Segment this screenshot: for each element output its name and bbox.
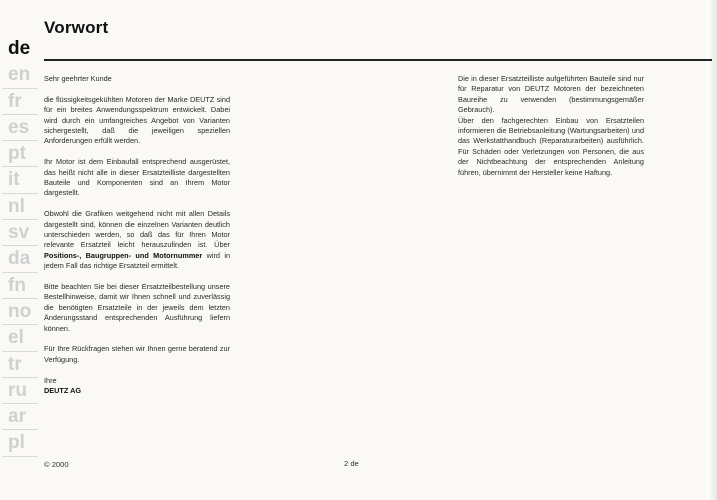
language-tab-en[interactable]: en xyxy=(2,62,38,88)
language-tab-fn[interactable]: fn xyxy=(2,273,38,299)
language-tab-pt[interactable]: pt xyxy=(2,141,38,167)
language-tab-pl[interactable]: pl xyxy=(2,430,38,456)
text-column-left xyxy=(44,74,230,397)
language-tab-es[interactable]: es xyxy=(2,115,38,141)
paragraph xyxy=(44,209,230,271)
language-tab-ar[interactable]: ar xyxy=(2,404,38,430)
language-tab-it[interactable]: it xyxy=(2,167,38,193)
language-index xyxy=(2,36,38,457)
language-tab-da[interactable]: da xyxy=(2,246,38,272)
page-number: 2 de xyxy=(344,459,359,468)
paragraph: Die in dieser Ersatzteilliste aufgeführten Bauteile sind nur für Reparatur von DEUTZ Motoren der bezeichneten Baureihe zu verwenden (bestimmungsgemäßer Gebrauch). xyxy=(458,74,644,115)
company-name: DEUTZ AG xyxy=(44,386,82,396)
salutation: Sehr geehrter Kunde xyxy=(44,74,112,83)
language-tab-de[interactable]: de xyxy=(8,38,31,59)
language-tab-no[interactable]: no xyxy=(2,299,38,325)
paragraph: die flüssigkeitsgekühlten Motoren der Marke DEUTZ sind für ein breites Anwendungsspektrum entwickelt. Dabei wird durch ein umfangreiches Angebot von Varianten sichergestellt, daß die jeweiligen speziellen Anforderungen erfüllt werden. xyxy=(44,94,230,146)
language-tab-fr[interactable]: fr xyxy=(2,89,38,115)
closing-text: Ihre xyxy=(44,375,57,385)
language-tab-ru[interactable]: ru xyxy=(2,378,38,404)
emphasis-text: Positions-, Baugruppen- und Motornummer xyxy=(44,250,203,260)
language-tab-nl[interactable]: nl xyxy=(2,194,38,220)
language-tab-tr[interactable]: tr xyxy=(2,352,38,378)
paragraph: Ihr Motor ist dem Einbaufall entsprechend ausgerüstet, das heißt nicht alle in dieser Ersatzteilliste dargestellten Bauteile und Komponenten sind an Ihrem Motor dargestellt. xyxy=(44,157,230,198)
language-tab-sv[interactable]: sv xyxy=(2,220,38,246)
title-rule xyxy=(44,59,712,61)
language-tab-el[interactable]: el xyxy=(2,325,38,351)
paragraph: Über den fachgerechten Einbau von Ersatzteilen informieren die Betriebsanleitung (Wartungsarbeiten) und das Werkstatthandbuch (Reparaturarbeiten) ausführlich. Für Schäden oder Verletzungen von Personen, die aus der Nichtbeachtung der entsprechenden Anleitung führen, übernimmt der Hersteller keine Haftung. xyxy=(458,115,644,177)
paragraph: Bitte beachten Sie bei dieser Ersatzteilbestellung unsere Bestellhinweise, damit wir Ihnen schnell und zuverlässig die benötigten Ersatzteile in der jeweils dem letzten Änderungsstand entsprechenden Ausführung liefern können. xyxy=(44,282,230,333)
closing xyxy=(44,376,230,397)
paragraph-text: wird in jedem Fall das richtige Ersatzteil ermittelt. xyxy=(44,250,231,271)
page-edge-shadow xyxy=(707,0,717,500)
paragraph-text: Obwohl die Grafiken weitgehend nicht mit allen Details dargestellt sind, können die einzelnen Varianten deutlich unterschieden werden, so daß das für Ihren Motor relevante Ersatzteil leicht herauszufinden ist. Über xyxy=(44,209,230,250)
paragraph: Für Ihre Rückfragen stehen wir Ihnen gerne beratend zur Verfügung. xyxy=(44,344,230,364)
page-title: Vorwort xyxy=(44,18,109,37)
text-column-right xyxy=(458,74,644,188)
copyright: © 2000 xyxy=(44,460,69,469)
